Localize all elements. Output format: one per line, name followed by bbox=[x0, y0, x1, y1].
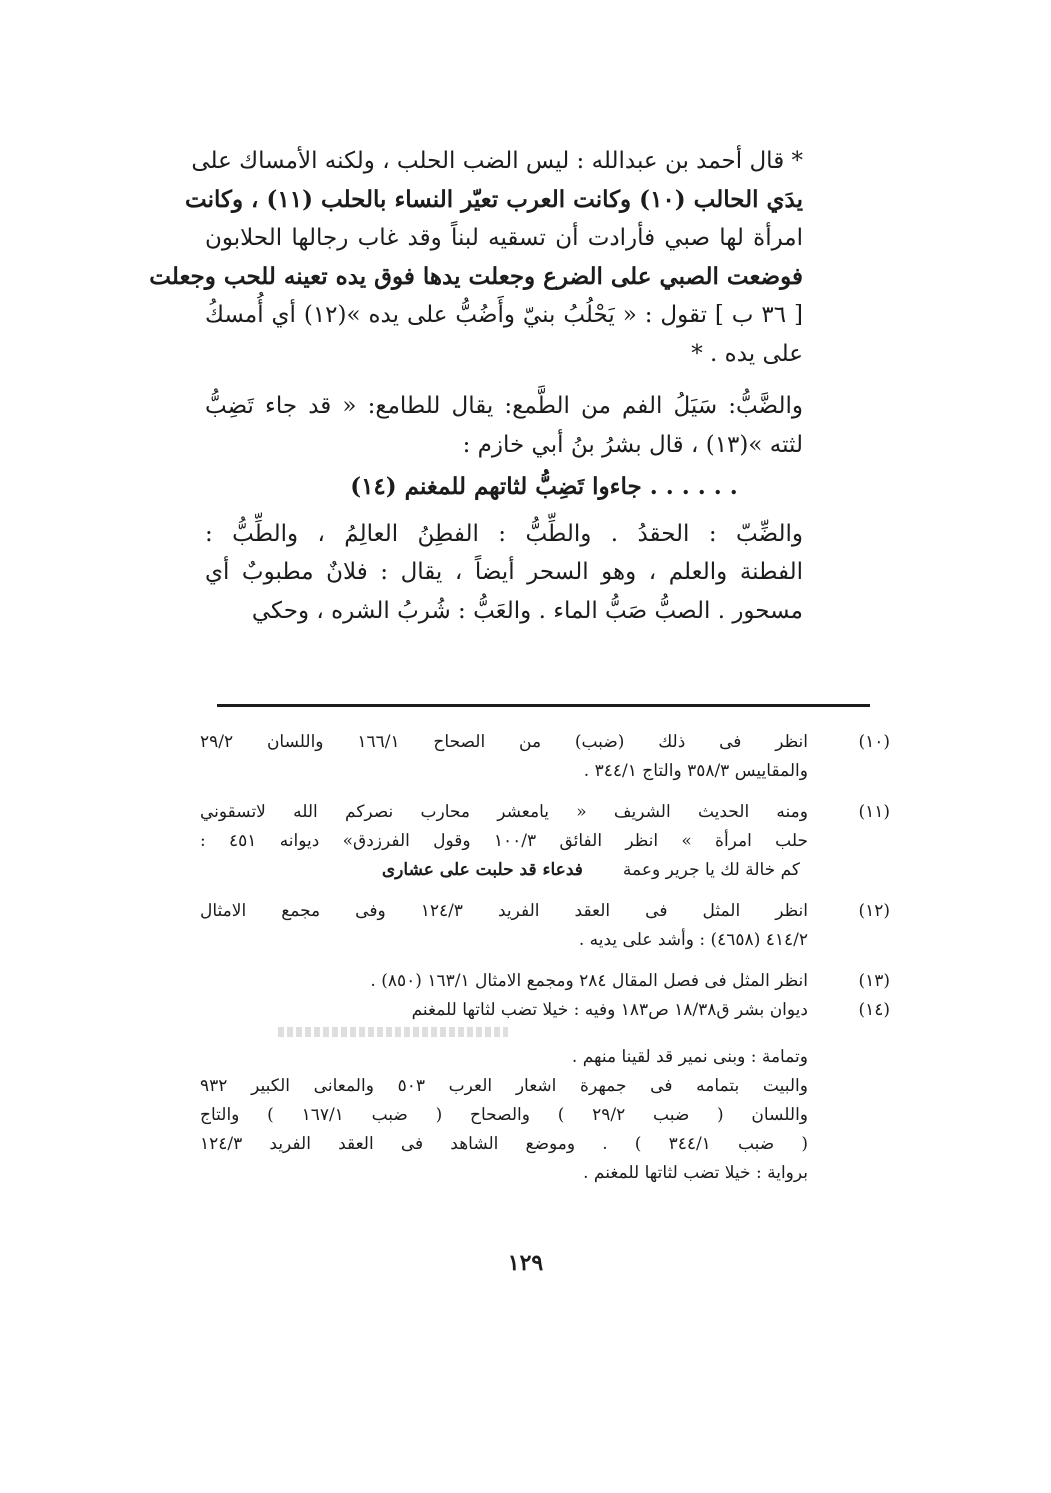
page-number: ١٢٩ bbox=[507, 1250, 544, 1276]
text-line: لثته »(١٣) ، قال بشرُ بنُ أبي خازم : bbox=[462, 431, 803, 458]
text-line: يدَي الحالب (١٠) وكانت العرب تعيّر النساء بالحلب (١١) ، وكانت bbox=[185, 185, 803, 213]
text-line: والضِّبّ : الحقدُ . والطِّبُّ : الفطِنُ العالِمُ ، والطِّبُّ : bbox=[205, 520, 803, 547]
footnote-13 bbox=[200, 967, 890, 996]
text-line: * قال أحمد بن عبدالله : ليس الضب الحلب ، ولكنه الأمساك على bbox=[191, 148, 803, 174]
footnote-number: (١٠) bbox=[858, 732, 890, 752]
text-line: فوضعت الصبي على الضرع وجعلت يدها فوق يده تعينه للحب وجعلت bbox=[149, 262, 803, 290]
footnote-number: (١٤) bbox=[858, 1000, 890, 1020]
footnote-number: (١٢) bbox=[858, 901, 890, 921]
text-line: والضَّبُّ: سَيَلُ الفم من الطَّمع: يقال للطامع: « قد جاء تَضِبُّ bbox=[205, 393, 803, 419]
footnote-line: ومنه الحديث الشريف « يامعشر محارب نصركم الله لاتسقوني bbox=[200, 802, 808, 822]
footnote-line: ( ضبب ٣٤٤/١ ) . وموضع الشاهد فى العقد الفريد ١٢٤/٣ bbox=[200, 1134, 808, 1154]
footnote-line: ٤١٤/٢ (٤٦٥٨) : وأشد على يديه . bbox=[578, 930, 808, 950]
footnote-12 bbox=[200, 897, 890, 955]
footnote-line: والمقاييس ٣٥٨/٣ والتاج ٣٤٤/١ . bbox=[583, 761, 808, 781]
footnote-line: انظر المثل فى فصل المقال ٢٨٤ ومجمع الامثال ١٦٣/١ (٨٥٠) . bbox=[370, 971, 808, 991]
footnote-line: انظر فى ذلك (ضبب) من الصحاح ١٦٦/١ واللسان ٢٩/٢ bbox=[200, 732, 808, 752]
text-line: على يده . * bbox=[691, 340, 803, 367]
footnote-line: والبيت بتمامه فى جمهرة اشعار العرب ٥٠٣ والمعانى الكبير ٩٣٢ bbox=[200, 1076, 808, 1096]
ink-smudge bbox=[278, 1027, 508, 1037]
footnote-line: ديوان بشر ق١٨/٣٨ ص١٨٣ وفيه : خيلا تضب لثاتها للمغنم bbox=[411, 1000, 808, 1020]
text-line: امرأة لها صبي فأرادت أن تسقيه لبناً وقد غاب رجالها الحلابون bbox=[205, 225, 803, 251]
text-line: [ ٣٦ ب ] تقول : « يَحْلُبُ بنيّ وأَضُبُّ على يده »(١٢) أي أُمسكُ bbox=[205, 302, 803, 328]
footnote-line: برواية : خيلا تضب لثاتها للمغنم . bbox=[583, 1163, 808, 1183]
footnote-line: واللسان ( ضبب ٢٩/٢ ) والصحاح ( ضبب ١٦٧/١ ) والتاج bbox=[200, 1105, 809, 1125]
footnote-10 bbox=[200, 728, 890, 786]
footnote-line: حلب امرأة » انظر الفائق ١٠٠/٣ وقول الفرزدق» ديوانه ٤٥١ : bbox=[200, 831, 808, 851]
footnote-line: وتمامة : وبنى نمير قد لقينا منهم . bbox=[571, 1047, 808, 1067]
poem-hemistich: فدعاء قد حلبت على عشارى bbox=[381, 860, 583, 880]
footnote-11 bbox=[200, 798, 890, 885]
footnote-line: انظر المثل فى العقد الفريد ١٢٤/٣ وفى مجمع الامثال bbox=[200, 901, 808, 921]
footnote-number: (١٣) bbox=[858, 971, 890, 991]
footnote-14 bbox=[200, 996, 890, 1188]
footnotes bbox=[200, 728, 890, 1200]
main-text bbox=[149, 142, 803, 630]
poem-line bbox=[200, 856, 808, 885]
verse-line: . . . . . . جاءوا تَضِبُّ لثاتهم للمغنم (١٤) bbox=[350, 473, 738, 500]
footnote-number: (١١) bbox=[858, 802, 890, 822]
text-line: مسحور . الصبُّ صَبُّ الماء . والعَبُّ : شُربُ الشره ، وحكي bbox=[251, 597, 803, 624]
footnote-divider bbox=[217, 704, 870, 707]
text-line: الفطنة والعلم ، وهو السحر أيضاً ، يقال : فلانٌ مطبوبٌ أي bbox=[205, 559, 803, 585]
poem-hemistich: كم خالة لك يا جرير وعمة bbox=[622, 860, 800, 880]
